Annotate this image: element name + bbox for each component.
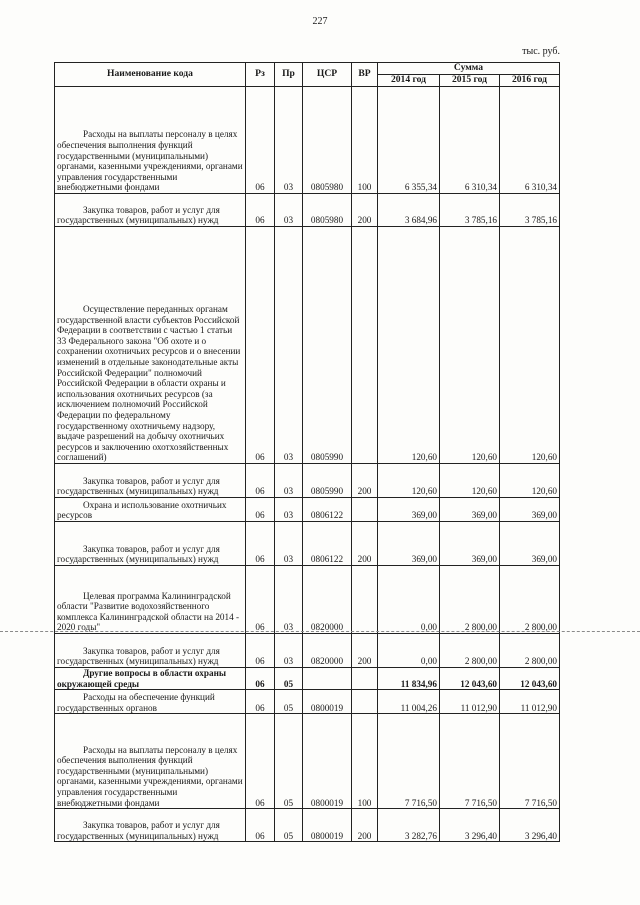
cell-rz: 06 <box>246 87 275 194</box>
cell-y2015: 11 012,90 <box>440 690 500 714</box>
cell-rz: 06 <box>246 227 275 464</box>
cell-pr: 03 <box>275 566 303 634</box>
cell-csr: 0806122 <box>303 522 352 566</box>
table-row <box>55 634 560 668</box>
cell-name <box>55 714 246 809</box>
row-name-text: Закупка товаров, работ и услуг для государственных (муниципальных) нужд <box>57 820 220 841</box>
cell-y2014: 11 004,26 <box>378 690 440 714</box>
cell-y2014: 0,00 <box>378 634 440 668</box>
cell-rz: 06 <box>246 668 275 690</box>
cell-y2015: 3 785,16 <box>440 194 500 227</box>
cell-y2015: 369,00 <box>440 498 500 522</box>
cell-y2014: 3 684,96 <box>378 194 440 227</box>
cell-vr: 100 <box>352 714 378 809</box>
page-number: 227 <box>312 16 328 27</box>
header-name: Наименование кода <box>55 63 246 87</box>
cell-vr: 200 <box>352 464 378 498</box>
cell-csr <box>303 668 352 690</box>
cell-y2014: 369,00 <box>378 522 440 566</box>
table-row <box>55 668 560 690</box>
cell-pr: 03 <box>275 87 303 194</box>
cell-pr: 05 <box>275 714 303 809</box>
cell-y2015: 2 800,00 <box>440 634 500 668</box>
cell-pr: 03 <box>275 522 303 566</box>
row-name-text: Закупка товаров, работ и услуг для государственных (муниципальных) нужд <box>57 543 220 565</box>
cell-pr: 05 <box>275 690 303 714</box>
row-name-text: Закупка товаров, работ и услуг для государственных (муниципальных) нужд <box>57 204 220 226</box>
row-name-text: Охрана и использование охотничьих ресурсов <box>57 499 227 521</box>
header-csr: ЦСР <box>303 63 352 87</box>
cell-name <box>55 464 246 498</box>
table-row <box>55 464 560 498</box>
cell-y2016: 11 012,90 <box>500 690 560 714</box>
cell-vr <box>352 668 378 690</box>
cell-csr: 0820000 <box>303 566 352 634</box>
row-name-text: Другие вопросы в области охраны окружающей среды <box>57 668 227 689</box>
cell-vr: 100 <box>352 87 378 194</box>
row-name-text: Расходы на выплаты персоналу в целях обеспечения выполнения функций государственными (муниципальными) органами, казенными учреждениями, органами управления государственными внебюджетными фондами <box>57 744 243 808</box>
cell-rz: 06 <box>246 498 275 522</box>
cell-y2015: 6 310,34 <box>440 87 500 194</box>
cell-name <box>55 809 246 842</box>
cell-y2016: 3 296,40 <box>500 809 560 842</box>
header-2016: 2016 год <box>500 75 560 87</box>
table-row <box>55 194 560 227</box>
cell-vr: 200 <box>352 634 378 668</box>
cell-rz: 06 <box>246 809 275 842</box>
cell-name <box>55 668 246 690</box>
cell-y2014: 0,00 <box>378 566 440 634</box>
cell-y2016: 2 800,00 <box>500 634 560 668</box>
cell-rz: 06 <box>246 634 275 668</box>
table-body <box>55 87 560 842</box>
cell-y2016: 12 043,60 <box>500 668 560 690</box>
row-name-text: Целевая программа Калининградской области "Развитие водохозяйственного комплекса Калининградской области на 2014 - 2020 годы" <box>57 590 240 633</box>
cell-y2015: 120,60 <box>440 227 500 464</box>
scan-artifact-line <box>0 631 640 632</box>
table-row <box>55 498 560 522</box>
table-row <box>55 87 560 194</box>
cell-rz: 06 <box>246 690 275 714</box>
budget-table <box>54 62 560 842</box>
cell-name <box>55 227 246 464</box>
cell-y2016: 7 716,50 <box>500 714 560 809</box>
cell-pr: 03 <box>275 634 303 668</box>
table-header <box>55 63 560 87</box>
cell-y2016: 369,00 <box>500 498 560 522</box>
row-name-text: Расходы на обеспечение функций государственных органов <box>57 692 215 713</box>
header-rz: Рз <box>246 63 275 87</box>
cell-pr: 03 <box>275 194 303 227</box>
cell-y2015: 7 716,50 <box>440 714 500 809</box>
cell-vr: 200 <box>352 522 378 566</box>
cell-y2014: 369,00 <box>378 498 440 522</box>
cell-csr: 0800019 <box>303 690 352 714</box>
cell-y2015: 12 043,60 <box>440 668 500 690</box>
row-name-text: Расходы на выплаты персоналу в целях обеспечения выполнения функций государственными (муниципальными) органами, казенными учреждениями, органами управления государственными внебюджетными фондами <box>57 129 243 193</box>
units-label: тыс. руб. <box>522 46 560 57</box>
header-2014: 2014 год <box>378 75 440 87</box>
cell-pr: 05 <box>275 809 303 842</box>
cell-vr <box>352 227 378 464</box>
cell-y2016: 3 785,16 <box>500 194 560 227</box>
cell-pr: 03 <box>275 464 303 498</box>
cell-y2014: 7 716,50 <box>378 714 440 809</box>
table-row <box>55 714 560 809</box>
cell-name <box>55 522 246 566</box>
cell-csr: 0806122 <box>303 498 352 522</box>
cell-rz: 06 <box>246 522 275 566</box>
cell-y2015: 3 296,40 <box>440 809 500 842</box>
cell-name <box>55 498 246 522</box>
cell-name <box>55 566 246 634</box>
cell-y2014: 3 282,76 <box>378 809 440 842</box>
cell-y2014: 120,60 <box>378 464 440 498</box>
table-row <box>55 227 560 464</box>
cell-rz: 06 <box>246 566 275 634</box>
cell-csr: 0805980 <box>303 194 352 227</box>
row-name-text: Осуществление переданных органам государственной власти субъектов Российской Федерации в соответствии с частью 1 статьи 33 Федерального закона "Об охоте и о сохранении охотничьих ресурсов и о внесении изменений в отдельные законодательные акты Российской Федерации" полномочий Российской Федерации в области охраны и использования охотничьих ресурсов (за исключением полномочий Российской Федерации по федеральному государственному охотничьему надзору, выдаче разрешений на добычу охотничьих ресурсов и заключению охотхозяйственных соглашений) <box>57 304 241 463</box>
table-row <box>55 690 560 714</box>
cell-vr <box>352 566 378 634</box>
header-pr: Пр <box>275 63 303 87</box>
table-row <box>55 566 560 634</box>
cell-y2014: 6 355,34 <box>378 87 440 194</box>
cell-y2016: 2 800,00 <box>500 566 560 634</box>
cell-name <box>55 87 246 194</box>
cell-csr: 0805990 <box>303 227 352 464</box>
table-row <box>55 809 560 842</box>
cell-pr: 03 <box>275 227 303 464</box>
cell-y2014: 11 834,96 <box>378 668 440 690</box>
cell-csr: 0820000 <box>303 634 352 668</box>
cell-csr: 0800019 <box>303 714 352 809</box>
header-2015: 2015 год <box>440 75 500 87</box>
row-name-text: Закупка товаров, работ и услуг для государственных (муниципальных) нужд <box>57 475 220 497</box>
cell-y2015: 120,60 <box>440 464 500 498</box>
cell-name <box>55 634 246 668</box>
cell-y2016: 6 310,34 <box>500 87 560 194</box>
cell-pr: 05 <box>275 668 303 690</box>
cell-y2016: 120,60 <box>500 227 560 464</box>
cell-y2015: 369,00 <box>440 522 500 566</box>
cell-rz: 06 <box>246 714 275 809</box>
cell-y2016: 369,00 <box>500 522 560 566</box>
cell-rz: 06 <box>246 194 275 227</box>
cell-y2014: 120,60 <box>378 227 440 464</box>
cell-csr: 0805980 <box>303 87 352 194</box>
cell-vr: 200 <box>352 194 378 227</box>
cell-vr <box>352 690 378 714</box>
cell-name <box>55 690 246 714</box>
cell-vr <box>352 498 378 522</box>
cell-csr: 0800019 <box>303 809 352 842</box>
header-sum: Сумма <box>378 63 560 75</box>
header-vr: ВР <box>352 63 378 87</box>
table-row <box>55 522 560 566</box>
cell-rz: 06 <box>246 464 275 498</box>
cell-csr: 0805990 <box>303 464 352 498</box>
cell-pr: 03 <box>275 498 303 522</box>
cell-vr: 200 <box>352 809 378 842</box>
cell-y2016: 120,60 <box>500 464 560 498</box>
row-name-text: Закупка товаров, работ и услуг для государственных (муниципальных) нужд <box>57 645 220 667</box>
cell-y2015: 2 800,00 <box>440 566 500 634</box>
cell-name <box>55 194 246 227</box>
